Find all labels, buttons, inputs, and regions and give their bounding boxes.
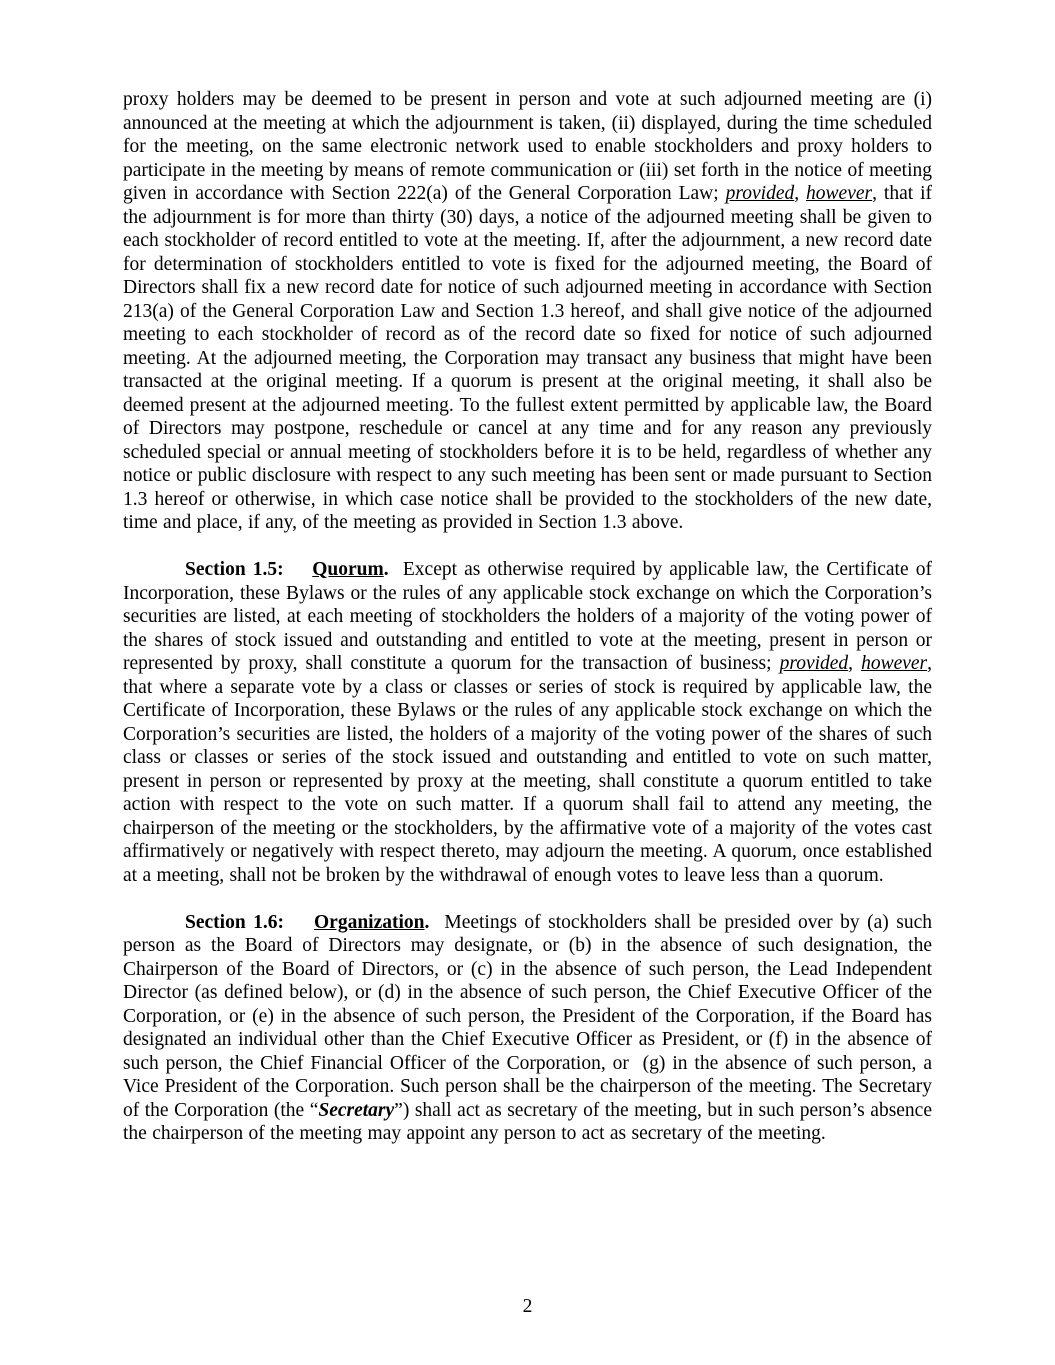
- text-run: proxy holders may be deemed to be present in person and vote at such adjourned meeting are (i) announced at the meeting at which the adjournment is taken, (ii) displayed, during the time scheduled for the meeting, on the same electronic network used to enable stockholders and proxy holders to participate in the meeting by means of remote communication or (iii) set forth in the notice of meeting given in accordance with Section 222(a) of the General Corporation Law;: [123, 89, 932, 204]
- text-run: .: [383, 559, 389, 580]
- paragraph: [123, 911, 932, 1146]
- paragraph: [123, 88, 932, 535]
- text-run: Quorum: [312, 559, 384, 580]
- text-run: [284, 912, 314, 933]
- text-run: .: [424, 911, 430, 933]
- text-run: however: [806, 183, 873, 204]
- text-run: [284, 559, 313, 580]
- document-body: [123, 88, 932, 1146]
- text-run: ,: [848, 653, 862, 674]
- page-number: 2: [522, 1295, 533, 1317]
- text-run: , that if the adjournment is for more than thirty (30) days, a notice of the adjourned meeting shall be given to each stockholder of record entitled to vote at the meeting. If, after the adjournment, a new record date for determination of stockholders entitled to vote is fixed for the adjourned meeting, the Board of Directors shall fix a new record date for notice of such adjourned meeting in accordance with Section 213(a) of the General Corporation Law and Section 1.3 hereof, and shall give notice of the adjourned meeting to each stockholder of record as of the record date so fixed for notice of such adjourned meeting. At the adjourned meeting, the Corporation may transact any business that might have been transacted at the original meeting. If a quorum is present at the original meeting, it shall also be deemed present at the adjourned meeting. To the fullest extent permitted by applicable law, the Board of Directors may postpone, reschedule or cancel at any time and for any reason any previously scheduled special or annual meeting of stockholders before it is to be held, regardless of whether any notice or public disclosure with respect to any such meeting has been sent or made pursuant to Section 1.3 hereof or otherwise, in which case notice shall be provided to the stockholders of the new date, time and place, if any, of the meeting as provided in Section 1.3 above.: [123, 183, 933, 533]
- text-run: Except as otherwise required by applicable law, the Certificate of Incorporation, these Bylaws or the rules of any applicable stock exchange on which the Corporation’s securities are listed, at each meeting of stockholders the holders of a majority of the voting power of the shares of stock issued and outstanding and entitled to vote at the meeting, present in person or represented by proxy, shall constitute a quorum for the transaction of business;: [123, 559, 932, 674]
- text-run: provided: [725, 183, 795, 204]
- text-run: Meetings of stockholders shall be presided over by (a) such person as the Board of Directors may designate, or (b) in the absence of such designation, the Chairperson of the Board of Directors, or (c) in the absence of such person, the Lead Independent Director (as defined below), or (d) in the absence of such person, the Chief Executive Officer of the Corporation, or (e) in the absence of such person, the President of the Corporation, if the Board has designated an individual other than the Chief Executive Officer as President, or (f) in the absence of such person, the Chief Financial Officer of the Corporation, or (g) in the absence of such person, a Vice President of the Corporation. Such person shall be the chairperson of the meeting. The Secretary of the Corporation (the “: [123, 911, 933, 1121]
- text-run: ,: [794, 183, 807, 204]
- paragraph: [123, 558, 932, 887]
- text-run: Organization: [314, 911, 425, 933]
- text-run: Section 1.6:: [185, 911, 285, 933]
- text-run: provided: [779, 653, 849, 674]
- text-run: Section 1.5:: [185, 559, 284, 580]
- text-run: , that where a separate vote by a class or classes or series of stock is required by applicable law, the Certificate of Incorporation, these Bylaws or the rules of any applicable stock exchange on which the Corporation’s securities are listed, the holders of a majority of the voting power of the shares of such class or classes or series of the stock issued and outstanding and entitled to vote on such matter, present in person or represented by proxy at the meeting, shall constitute a quorum entitled to take action with respect to the vote on such matter. If a quorum shall fail to attend any meeting, the chairperson of the meeting or the stockholders, by the affirmative vote of a majority of the votes cast affirmatively or negatively with respect thereto, may adjourn the meeting. A quorum, once established at a meeting, shall not be broken by the withdrawal of enough votes to leave less than a quorum.: [123, 653, 933, 886]
- text-run: Secretary: [318, 1099, 395, 1121]
- text-run: ”) shall act as secretary of the meeting, but in such person’s absence the chairperson of the meeting may appoint any person to act as secretary of the meeting.: [123, 1099, 932, 1144]
- text-run: however: [861, 653, 928, 674]
